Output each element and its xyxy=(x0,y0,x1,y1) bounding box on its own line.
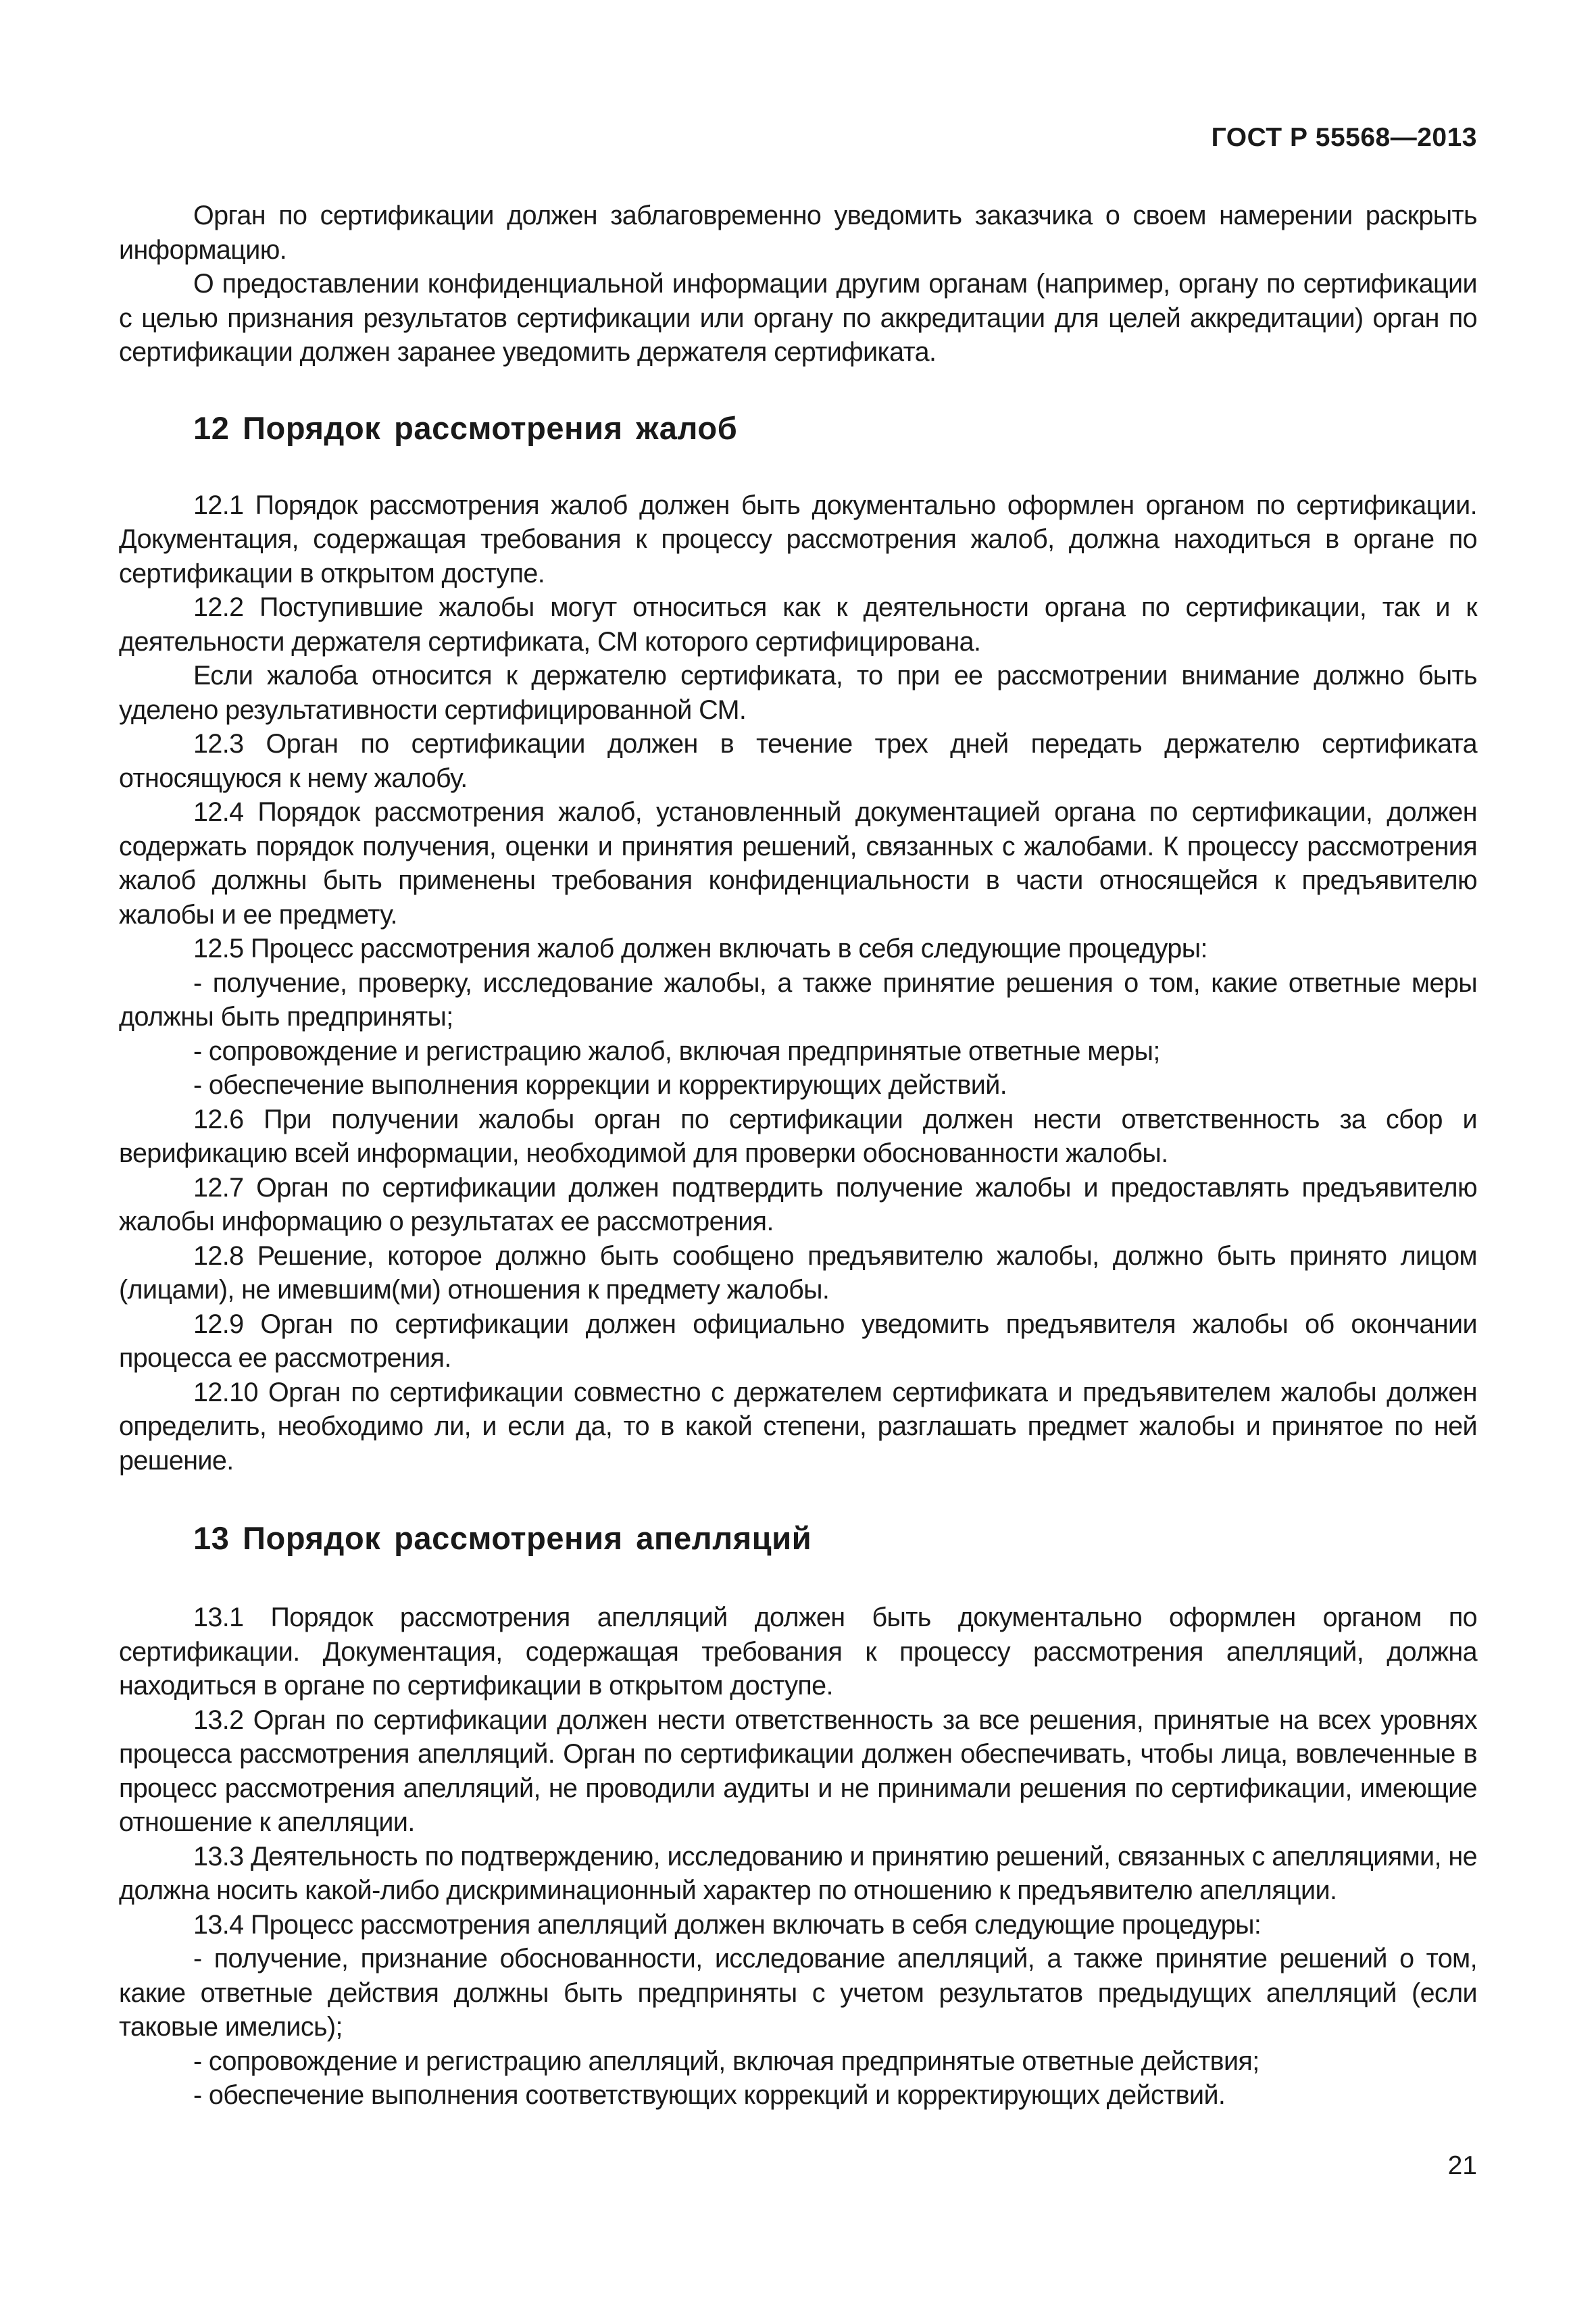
clause-13-4-item: - сопровождение и регистрацию апелляций, включая предпринятые ответные действия; xyxy=(193,2046,1260,2076)
clause-12-5-item: - получение, проверку, исследование жалобы, а также принятие решения о том, какие ответные меры должны быть предприняты; xyxy=(119,967,1477,1032)
clause-13-2: 13.2 Орган по сертификации должен нести ответственность за все решения, принятые на всех уровнях процесса рассмотрения апелляций. Орган по сертификации должен обеспечивать, чтобы лица, вовлеченные в процесс рассмотрения апелляций, не проводили аудиты и не принимали решения по сертификации, имеющие отношение к апелляции. xyxy=(119,1705,1477,1837)
document-standard-id: ГОСТ Р 55568—2013 xyxy=(1211,123,1477,152)
clause-12-5-item: - сопровождение и регистрацию жалоб, включая предпринятые ответные меры; xyxy=(193,1036,1160,1066)
clause-13-4: 13.4 Процесс рассмотрения апелляций должен включать в себя следующие процедуры: xyxy=(193,1909,1262,1940)
clause-13-4-item: - получение, признание обоснованности, исследование апелляций, а также принятие решений о том, какие ответные действия должны быть предприняты с учетом результатов предыдущих апелляций (если таковые имелись); xyxy=(119,1944,1477,2042)
clause-12-9: 12.9 Орган по сертификации должен официально уведомить предъявителя жалобы об окончании процесса ее рассмотрения. xyxy=(119,1309,1477,1373)
clause-13-4-item: - обеспечение выполнения соответствующих коррекций и корректирующих действий. xyxy=(193,2080,1226,2110)
clause-12-1: 12.1 Порядок рассмотрения жалоб должен быть документально оформлен органом по сертификации. Документация, содержащая требования к процессу рассмотрения жалоб, должна находиться в органе по сертификации в открытом доступе. xyxy=(119,490,1477,588)
clause-12-8: 12.8 Решение, которое должно быть сообщено предъявителю жалобы, должно быть принято лицом (лицами), не имевшим(ми) отношения к предмету жалобы. xyxy=(119,1240,1477,1305)
section-13-heading: 13 Порядок рассмотрения апелляций xyxy=(193,1520,812,1556)
clause-12-4: 12.4 Порядок рассмотрения жалоб, установленный документацией органа по сертификации, должен содержать порядок получения, оценки и принятия решений, связанных с жалобами. К процессу рассмотрения жалоб должны быть применены требования конфиденциальности в части относящейся к предъявителю жалобы и ее предмету. xyxy=(119,797,1477,930)
clause-12-5-item: - обеспечение выполнения коррекции и корректирующих действий. xyxy=(193,1070,1007,1100)
clause-12-2-continued: Если жалоба относится к держателю сертификата, то при ее рассмотрении внимание должно быть уделено результативности сертифицированной СМ. xyxy=(119,661,1477,725)
intro-paragraph: О предоставлении конфиденциальной информации другим органам (например, органу по сертификации с целью признания результатов сертификации или органу по аккредитации для целей аккредитации) орган по сертификации должен заранее уведомить держателя сертификата. xyxy=(119,269,1477,367)
clause-12-2: 12.2 Поступившие жалобы могут относиться как к деятельности органа по сертификации, так и к деятельности держателя сертификата, СМ которого сертифицирована. xyxy=(119,593,1477,657)
clause-13-1: 13.1 Порядок рассмотрения апелляций должен быть документально оформлен органом по сертификации. Документация, содержащая требования к процессу рассмотрения апелляций, должна находиться в органе по сертификации в открытом доступе. xyxy=(119,1603,1477,1701)
clause-12-3: 12.3 Орган по сертификации должен в течение трех дней передать держателю сертификата относящуюся к нему жалобу. xyxy=(119,729,1477,793)
clause-12-10: 12.10 Орган по сертификации совместно с держателем сертификата и предъявителем жалобы должен определить, необходимо ли, и если да, то в какой степени, разглашать предмет жалобы и принятое по ней решение. xyxy=(119,1377,1477,1476)
section-12-heading: 12 Порядок рассмотрения жалоб xyxy=(193,409,738,446)
page-content xyxy=(119,199,1477,2113)
clause-12-6: 12.6 При получении жалобы орган по сертификации должен нести ответственность за сбор и верификацию всей информации, необходимой для проверки обоснованности жалобы. xyxy=(119,1104,1477,1168)
page-number: 21 xyxy=(1447,2151,1477,2180)
clause-12-7: 12.7 Орган по сертификации должен подтвердить получение жалобы и предоставлять предъявителю жалобы информацию о результатах ее рассмотрения. xyxy=(119,1172,1477,1236)
intro-paragraph: Орган по сертификации должен заблаговременно уведомить заказчика о своем намерении раскрыть информацию. xyxy=(119,201,1477,265)
clause-12-5: 12.5 Процесс рассмотрения жалоб должен включать в себя следующие процедуры: xyxy=(193,934,1207,963)
clause-13-3: 13.3 Деятельность по подтверждению, исследованию и принятию решений, связанных с апелляциями, не должна носить какой-либо дискриминационный характер по отношению к предъявителю апелляции. xyxy=(119,1841,1477,1905)
